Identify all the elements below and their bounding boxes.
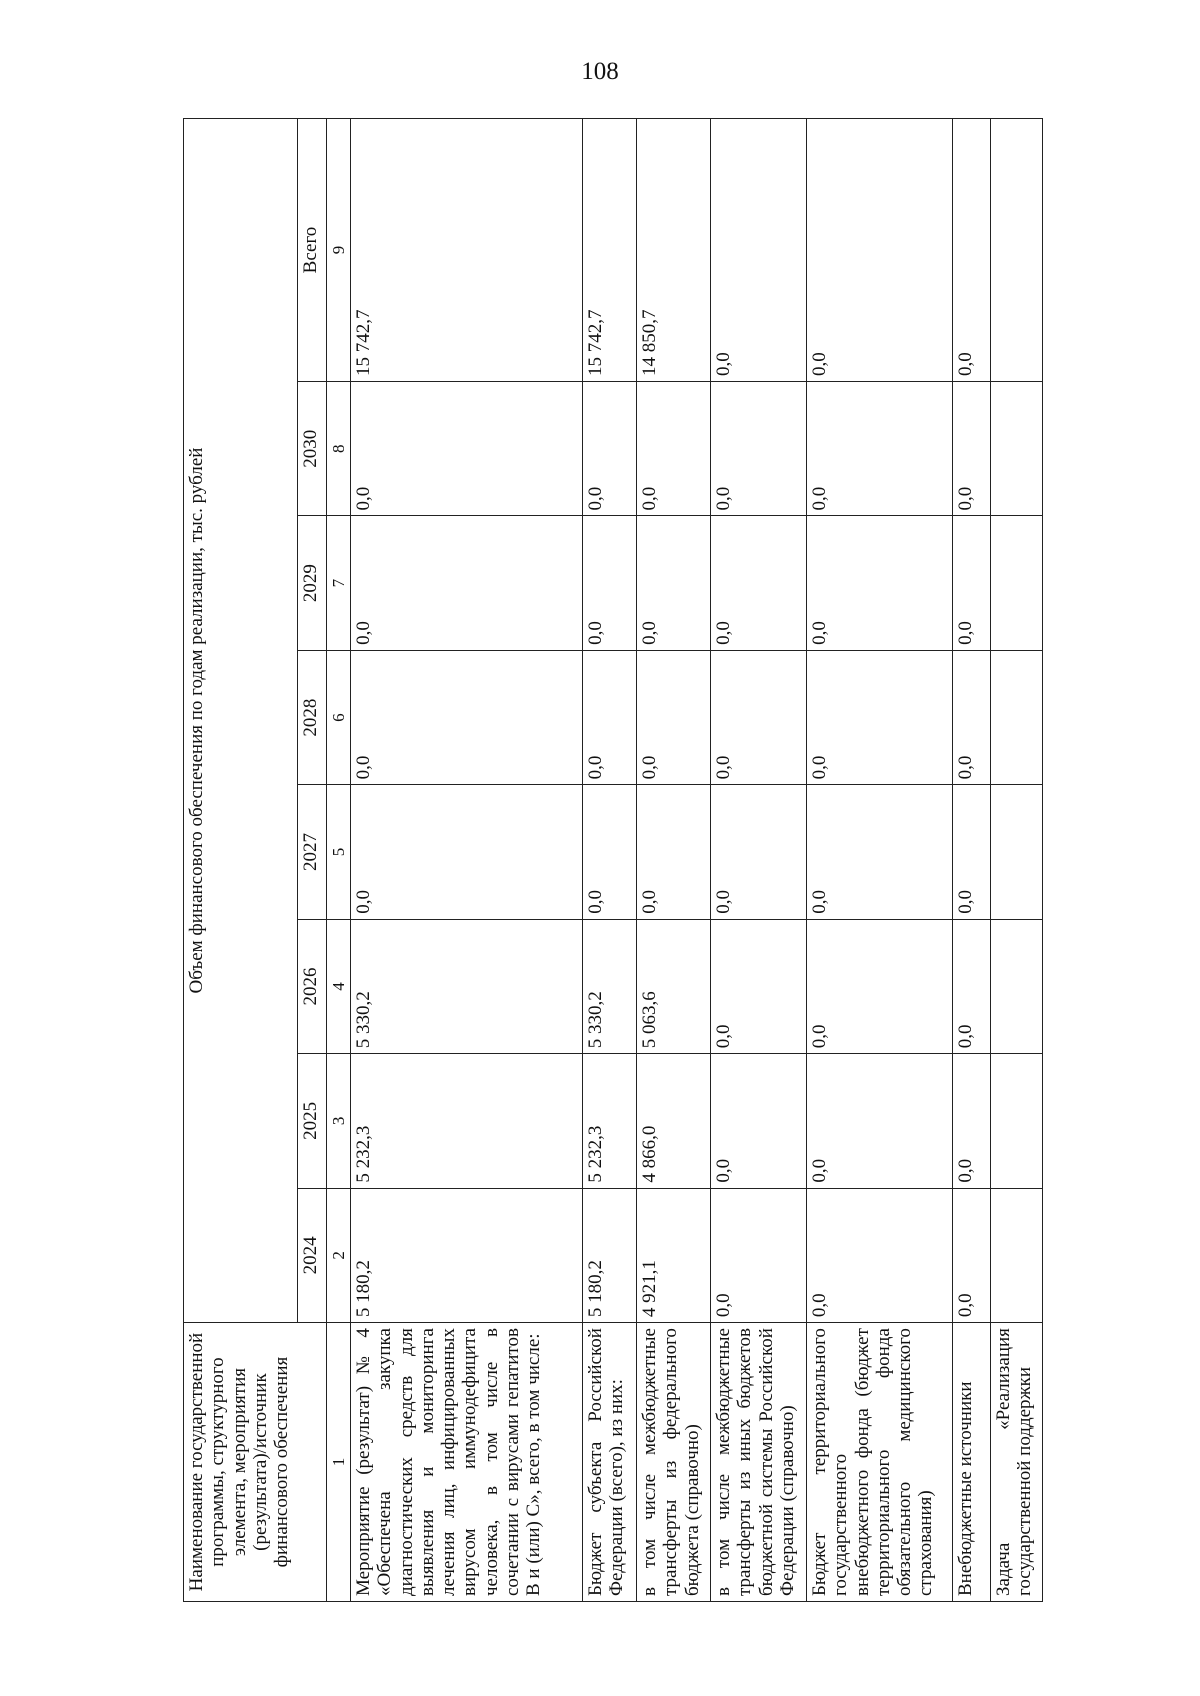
table-row <box>991 119 1043 1602</box>
rotated-table-container <box>183 118 1036 1602</box>
table-row <box>351 119 583 1602</box>
table-cell: 15 742,7 <box>351 119 583 382</box>
table-cell <box>991 650 1043 784</box>
table-cell: 0,0 <box>637 785 711 919</box>
year-header: 2027 <box>298 785 327 919</box>
row-label: в том числе межбюджетные трансферты из иных бюджетов бюджетной системы Российской Федерации (справочно) <box>711 1323 807 1602</box>
table-cell: 0,0 <box>953 650 991 784</box>
table-cell: 0,0 <box>953 382 991 516</box>
row-label: Мероприятие (результат) № 4 «Обеспечена закупка диагностических средств для выявления и мониторинга лечения лиц, инфицированных вирусом иммунодефицита человека, в том числе в сочетании с вирусами гепатитов B и (или) C», всего, в том числе: <box>351 1323 583 1602</box>
column-number: 1 <box>327 1323 351 1602</box>
table-cell: 0,0 <box>711 919 807 1053</box>
table-cell: 0,0 <box>583 382 637 516</box>
column-number: 7 <box>327 516 351 650</box>
table-cell: 0,0 <box>711 785 807 919</box>
name-column-header: Наименование государственной программы, структурного элемента, мероприятия (результата)/источник финансового обеспечения <box>184 1323 327 1602</box>
table-cell: 0,0 <box>351 516 583 650</box>
table-cell: 5 180,2 <box>583 1188 637 1322</box>
table-cell: 5 063,6 <box>637 919 711 1053</box>
table-cell: 0,0 <box>807 1188 953 1322</box>
year-header: 2024 <box>298 1188 327 1322</box>
financing-table <box>183 118 1043 1602</box>
table-cell: 0,0 <box>637 516 711 650</box>
table-cell: 0,0 <box>807 382 953 516</box>
table-cell: 0,0 <box>807 785 953 919</box>
table-cell <box>991 119 1043 382</box>
column-number: 9 <box>327 119 351 382</box>
table-cell: 0,0 <box>953 919 991 1053</box>
table-cell <box>991 785 1043 919</box>
table-cell: 0,0 <box>711 382 807 516</box>
table-cell: 0,0 <box>711 650 807 784</box>
table-cell: 0,0 <box>711 516 807 650</box>
table-cell: 5 330,2 <box>583 919 637 1053</box>
column-number: 2 <box>327 1188 351 1322</box>
row-label: Бюджет территориального государственного внебюджетного фонда (бюджет территориального фонда обязательного медицинского страхования) <box>807 1323 953 1602</box>
table-cell <box>991 919 1043 1053</box>
row-label: Задача «Реализация государственной поддержки <box>991 1323 1043 1602</box>
table-cell <box>991 382 1043 516</box>
row-label: в том числе межбюджетные трансферты из федерального бюджета (справочно) <box>637 1323 711 1602</box>
table-cell: 0,0 <box>953 119 991 382</box>
table-cell: 0,0 <box>953 1188 991 1322</box>
year-header: 2030 <box>298 382 327 516</box>
table-cell: 0,0 <box>807 919 953 1053</box>
total-header: Всего <box>298 119 327 382</box>
column-number: 8 <box>327 382 351 516</box>
table-cell: 0,0 <box>711 1054 807 1188</box>
table-cell: 0,0 <box>583 516 637 650</box>
table-cell: 5 232,3 <box>583 1054 637 1188</box>
table-row <box>637 119 711 1602</box>
column-number: 6 <box>327 650 351 784</box>
table-cell: 0,0 <box>953 785 991 919</box>
table-cell <box>991 516 1043 650</box>
year-header: 2029 <box>298 516 327 650</box>
row-label: Внебюджетные источники <box>953 1323 991 1602</box>
table-cell: 14 850,7 <box>637 119 711 382</box>
table-cell <box>991 1188 1043 1322</box>
table-cell: 5 180,2 <box>351 1188 583 1322</box>
table-cell: 0,0 <box>637 382 711 516</box>
year-header: 2025 <box>298 1054 327 1188</box>
table-cell: 0,0 <box>351 650 583 784</box>
table-cell: 4 921,1 <box>637 1188 711 1322</box>
table-cell: 0,0 <box>807 516 953 650</box>
table-cell: 0,0 <box>953 1054 991 1188</box>
table-cell: 0,0 <box>711 119 807 382</box>
table-cell: 0,0 <box>953 516 991 650</box>
table-cell: 0,0 <box>807 119 953 382</box>
table-cell: 0,0 <box>711 1188 807 1322</box>
table-cell: 0,0 <box>807 650 953 784</box>
table-cell: 0,0 <box>637 650 711 784</box>
table-cell: 4 866,0 <box>637 1054 711 1188</box>
year-header: 2026 <box>298 919 327 1053</box>
table-row <box>953 119 991 1602</box>
column-number: 4 <box>327 919 351 1053</box>
table-cell: 5 330,2 <box>351 919 583 1053</box>
year-header: 2028 <box>298 650 327 784</box>
page-number: 108 <box>581 58 619 85</box>
column-number: 5 <box>327 785 351 919</box>
table-cell: 0,0 <box>351 785 583 919</box>
column-number: 3 <box>327 1054 351 1188</box>
table-row <box>583 119 637 1602</box>
table-cell: 15 742,7 <box>583 119 637 382</box>
table-cell: 0,0 <box>583 650 637 784</box>
table-row <box>807 119 953 1602</box>
table-cell: 5 232,3 <box>351 1054 583 1188</box>
table-cell: 0,0 <box>807 1054 953 1188</box>
table-cell: 0,0 <box>351 382 583 516</box>
financing-volume-header: Объем финансового обеспечения по годам реализации, тыс. рублей <box>184 119 298 1323</box>
table-row <box>711 119 807 1602</box>
row-label: Бюджет субъекта Российской Федерации (всего), из них: <box>583 1323 637 1602</box>
table-cell: 0,0 <box>583 785 637 919</box>
table-cell <box>991 1054 1043 1188</box>
